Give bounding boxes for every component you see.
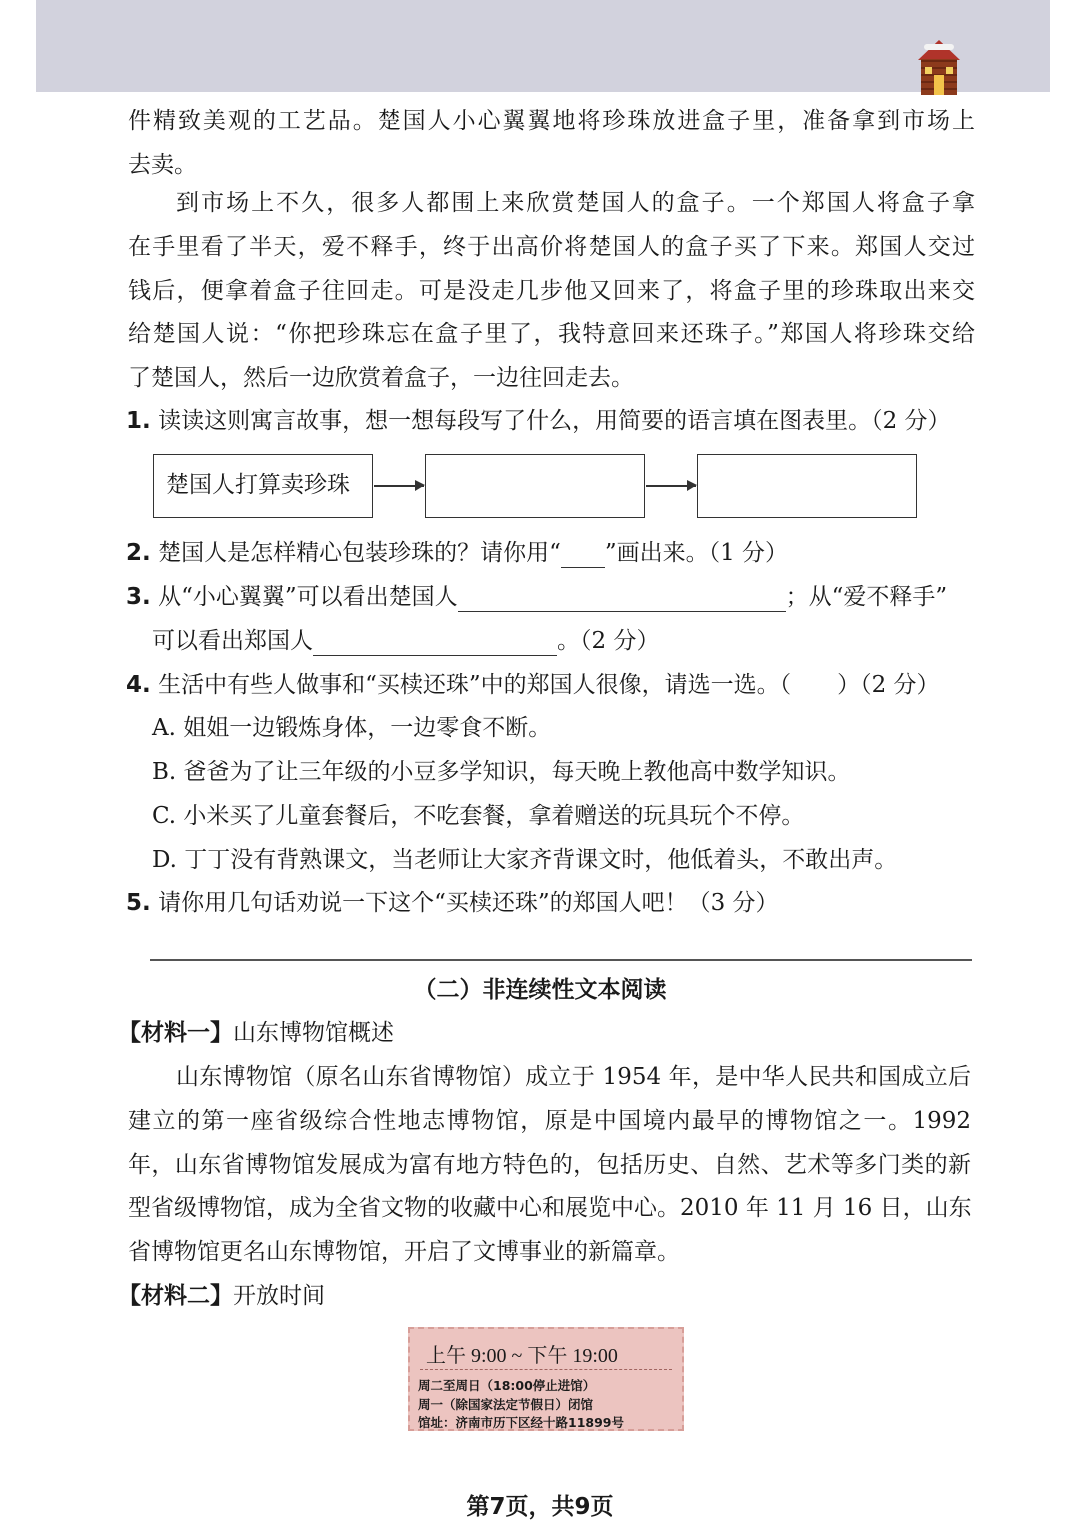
question-number: 2.	[126, 540, 151, 566]
header-band	[36, 0, 1050, 92]
material-1-line: 省博物馆更名山东博物馆，开启了文博事业的新篇章。	[128, 1239, 680, 1265]
material-title: 开放时间	[233, 1283, 325, 1309]
material-1-line: 山东博物馆（原名山东省博物馆）成立于 1954 年，是中华人民共和国成立后	[176, 1064, 971, 1090]
option-a[interactable]: A. 姐姐一边锻炼身体，一边零食不断。	[152, 715, 552, 741]
story-line: 给楚国人说：“你把珍珠忘在盒子里了，我特意回来还珠子。”郑国人将珍珠交给	[128, 321, 975, 347]
option-b[interactable]: B. 爸爸为了让三年级的小豆多学知识，每天晚上教他高中数学知识。	[152, 759, 851, 785]
question-3-cont	[152, 626, 659, 656]
question-text: ；从“爱不释手”	[785, 584, 948, 610]
question-text: 。（2 分）	[557, 628, 660, 654]
story-line: 了楚国人，然后一边欣赏着盒子，一边往回走去。	[128, 365, 634, 391]
flow-box-3[interactable]	[697, 454, 917, 518]
question-number: 4.	[126, 672, 151, 698]
opening-hours-sign	[408, 1327, 684, 1431]
option-d[interactable]: D. 丁丁没有背熟课文，当老师让大家齐背课文时，他低着头，不敢出声。	[152, 847, 898, 873]
option-c[interactable]: C. 小米买了儿童套餐后，不吃套餐，拿着赠送的玩具玩个不停。	[152, 803, 805, 829]
arrow-icon	[646, 485, 696, 487]
question-number: 5.	[126, 890, 151, 916]
question-4	[126, 670, 940, 700]
sign-line: 馆址：济南市历下区经十路11899号	[418, 1415, 624, 1430]
answer-blank[interactable]	[561, 544, 605, 568]
question-3	[126, 582, 947, 612]
material-1-line: 建立的第一座省级综合性地志博物馆，原是中国境内最早的博物馆之一。1992	[128, 1108, 971, 1134]
flow-box-2[interactable]	[425, 454, 645, 518]
question-5	[126, 888, 779, 918]
question-text: 读读这则寓言故事，想一想每段写了什么，用简要的语言填在图表里。（2 分）	[158, 408, 951, 434]
answer-blank[interactable]	[458, 588, 786, 612]
sign-line: 周一（除国家法定节假日）闭馆	[418, 1397, 594, 1412]
material-2-heading	[118, 1281, 325, 1311]
section-title: （二）非连续性文本阅读	[413, 977, 667, 1003]
answer-line[interactable]	[150, 959, 972, 961]
sign-divider	[420, 1369, 672, 1370]
question-number: 1.	[126, 408, 151, 434]
story-line: 到市场上不久，很多人都围上来欣赏楚国人的盒子。一个郑国人将盒子拿	[176, 190, 975, 216]
flow-box-text: 楚国人打算卖珍珠	[166, 472, 350, 498]
material-label: 【材料二】	[118, 1283, 233, 1309]
story-line: 钱后，便拿着盒子往回走。可是没走几步他又回来了，将盒子里的珍珠取出来交	[128, 278, 975, 304]
question-1	[126, 406, 951, 436]
sign-line: 周二至周日（18:00停止进馆）	[418, 1378, 596, 1393]
material-label: 【材料一】	[118, 1020, 233, 1046]
flow-box-1	[153, 454, 373, 518]
question-text: 生活中有些人做事和“买椟还珠”中的郑国人很像，请选一选。（ ）（2 分）	[158, 672, 940, 698]
story-line: 件精致美观的工艺品。楚国人小心翼翼地将珍珠放进盒子里，准备拿到市场上	[128, 108, 975, 134]
material-title: 山东博物馆概述	[233, 1020, 394, 1046]
question-2	[126, 538, 788, 568]
question-text: 从“小心翼翼”可以看出楚国人	[158, 584, 458, 610]
question-text: 楚国人是怎样精心包装珍珠的？请你用“	[158, 540, 561, 566]
question-text: 可以看出郑国人	[152, 628, 313, 654]
story-line: 在手里看了半天，爱不释手，终于出高价将楚国人的盒子买了下来。郑国人交过	[128, 234, 975, 260]
question-text: 请你用几句话劝说一下这个“买椟还珠”的郑国人吧！（3 分）	[158, 890, 779, 916]
page-number: 第7页，共9页	[466, 1494, 614, 1520]
arrow-icon	[374, 485, 424, 487]
question-text: ”画出来。（1 分）	[604, 540, 789, 566]
sign-hours: 上午 9:00 ~ 下午 19:00	[426, 1345, 618, 1367]
house-icon	[918, 40, 960, 98]
material-1-line: 型省级博物馆，成为全省文物的收藏中心和展览中心。2010 年 11 月 16 日，山东	[128, 1195, 972, 1221]
material-1-line: 年，山东省博物馆发展成为富有地方特色的，包括历史、自然、艺术等多门类的新	[128, 1152, 971, 1178]
question-number: 3.	[126, 584, 151, 610]
answer-blank[interactable]	[313, 632, 557, 656]
material-1-heading	[118, 1018, 394, 1048]
story-line: 去卖。	[128, 152, 197, 178]
